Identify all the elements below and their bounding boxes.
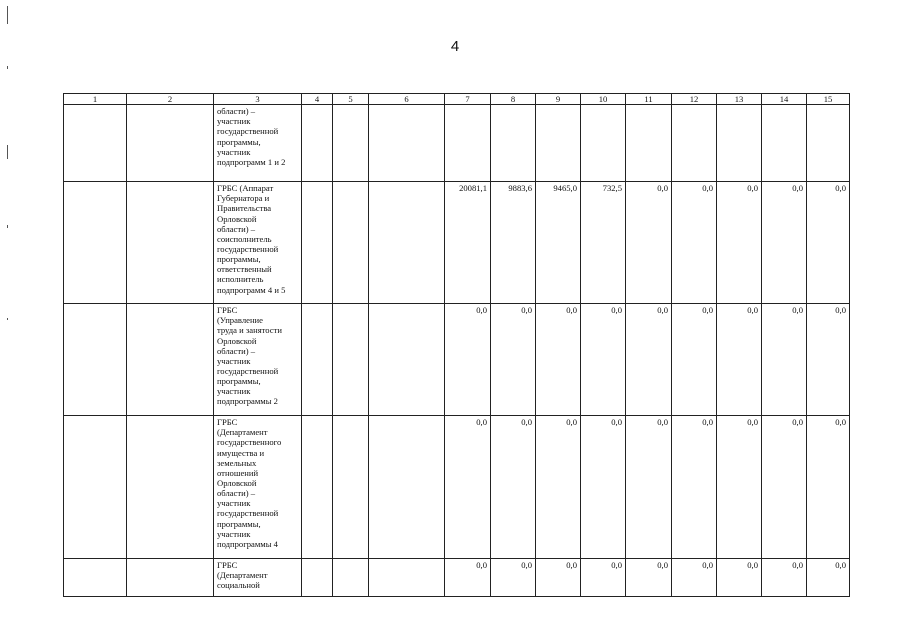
table-body <box>64 105 850 597</box>
amount-cell: 0,0 <box>717 304 762 416</box>
amount-cell: 0,0 <box>445 559 491 597</box>
amount-cell: 0,0 <box>491 304 536 416</box>
column-header: 12 <box>672 94 717 105</box>
empty-cell <box>127 182 214 304</box>
table-row <box>64 416 850 559</box>
empty-cell <box>127 105 214 182</box>
budget-table <box>63 93 850 597</box>
amount-cell: 0,0 <box>581 304 626 416</box>
empty-cell <box>64 559 127 597</box>
empty-cell <box>127 416 214 559</box>
amount-cell: 732,5 <box>581 182 626 304</box>
amount-cell: 0,0 <box>672 416 717 559</box>
amount-cell <box>626 105 672 182</box>
column-header: 15 <box>807 94 850 105</box>
column-header: 11 <box>626 94 672 105</box>
empty-cell <box>369 182 445 304</box>
empty-cell <box>302 304 333 416</box>
column-header: 7 <box>445 94 491 105</box>
amount-cell: 0,0 <box>807 416 850 559</box>
amount-cell <box>672 105 717 182</box>
empty-cell <box>333 416 369 559</box>
empty-cell <box>64 105 127 182</box>
column-header: 6 <box>369 94 445 105</box>
empty-cell <box>127 559 214 597</box>
amount-cell: 9465,0 <box>536 182 581 304</box>
amount-cell: 20081,1 <box>445 182 491 304</box>
amount-cell <box>536 105 581 182</box>
amount-cell: 0,0 <box>581 416 626 559</box>
amount-cell: 0,0 <box>445 304 491 416</box>
empty-cell <box>369 559 445 597</box>
amount-cell: 0,0 <box>626 304 672 416</box>
table-row <box>64 559 850 597</box>
amount-cell: 0,0 <box>717 559 762 597</box>
participant-description: ГРБС (Департамент социальной <box>214 559 302 597</box>
column-header: 8 <box>491 94 536 105</box>
amount-cell: 0,0 <box>672 182 717 304</box>
amount-cell <box>445 105 491 182</box>
amount-cell: 0,0 <box>762 304 807 416</box>
empty-cell <box>302 416 333 559</box>
empty-cell <box>333 559 369 597</box>
participant-description: ГРБС (Департамент государственного имущества и земельных отношений Орловской области) – участник государственной программы, участник подпрограммы 4 <box>214 416 302 559</box>
column-header: 14 <box>762 94 807 105</box>
column-header: 10 <box>581 94 626 105</box>
amount-cell <box>581 105 626 182</box>
empty-cell <box>333 182 369 304</box>
amount-cell: 0,0 <box>762 416 807 559</box>
amount-cell: 0,0 <box>536 416 581 559</box>
column-header: 9 <box>536 94 581 105</box>
amount-cell: 0,0 <box>536 559 581 597</box>
amount-cell: 0,0 <box>762 559 807 597</box>
amount-cell <box>717 105 762 182</box>
empty-cell <box>64 304 127 416</box>
empty-cell <box>333 304 369 416</box>
amount-cell: 0,0 <box>807 182 850 304</box>
participant-description: области) – участник государственной программы, участник подпрограмм 1 и 2 <box>214 105 302 182</box>
amount-cell: 9883,6 <box>491 182 536 304</box>
participant-description: ГРБС (Управление труда и занятости Орловской области) – участник государственной программы, участник подпрограммы 2 <box>214 304 302 416</box>
column-header: 4 <box>302 94 333 105</box>
amount-cell: 0,0 <box>491 559 536 597</box>
table-row <box>64 105 850 182</box>
amount-cell: 0,0 <box>807 304 850 416</box>
table-row <box>64 182 850 304</box>
table-row <box>64 304 850 416</box>
amount-cell: 0,0 <box>626 182 672 304</box>
amount-cell: 0,0 <box>762 182 807 304</box>
empty-cell <box>302 105 333 182</box>
page-number: 4 <box>450 38 460 55</box>
column-header: 5 <box>333 94 369 105</box>
amount-cell: 0,0 <box>672 559 717 597</box>
empty-cell <box>302 559 333 597</box>
amount-cell: 0,0 <box>536 304 581 416</box>
empty-cell <box>127 304 214 416</box>
amount-cell: 0,0 <box>807 559 850 597</box>
column-number-row <box>64 94 850 105</box>
amount-cell: 0,0 <box>626 416 672 559</box>
empty-cell <box>369 304 445 416</box>
amount-cell <box>491 105 536 182</box>
empty-cell <box>302 182 333 304</box>
amount-cell: 0,0 <box>717 416 762 559</box>
amount-cell: 0,0 <box>717 182 762 304</box>
column-header: 2 <box>127 94 214 105</box>
empty-cell <box>64 182 127 304</box>
column-header: 3 <box>214 94 302 105</box>
amount-cell: 0,0 <box>581 559 626 597</box>
column-header: 1 <box>64 94 127 105</box>
participant-description: ГРБС (Аппарат Губернатора и Правительства Орловской области) – соисполнитель государственной программы, ответственный исполнитель подпрограмм 4 и 5 <box>214 182 302 304</box>
amount-cell: 0,0 <box>626 559 672 597</box>
column-header: 13 <box>717 94 762 105</box>
empty-cell <box>333 105 369 182</box>
empty-cell <box>64 416 127 559</box>
empty-cell <box>369 105 445 182</box>
amount-cell: 0,0 <box>445 416 491 559</box>
amount-cell <box>807 105 850 182</box>
empty-cell <box>369 416 445 559</box>
amount-cell: 0,0 <box>491 416 536 559</box>
amount-cell: 0,0 <box>672 304 717 416</box>
amount-cell <box>762 105 807 182</box>
